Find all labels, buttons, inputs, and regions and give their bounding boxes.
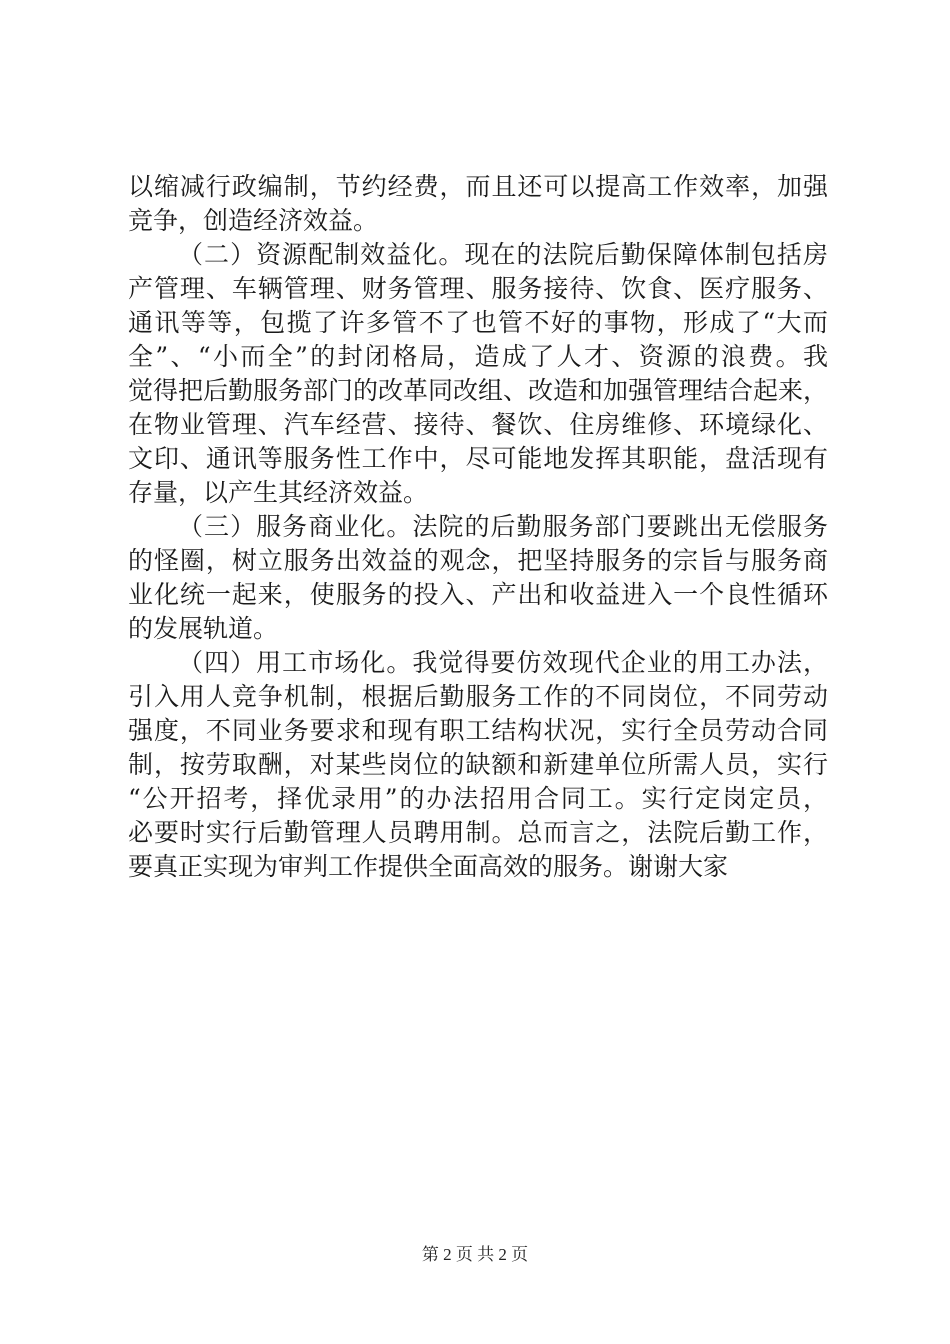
- text-line: 全”、“小而全”的封闭格局，造成了人才、资源的浪费。我: [128, 342, 828, 371]
- text-line: （四）用工市场化。我觉得要仿效现代企业的用工办法，: [178, 648, 828, 677]
- paragraph-4: [128, 646, 828, 884]
- text-line: 制，按劳取酬，对某些岗位的缺额和新建单位所需人员，实行: [128, 750, 828, 779]
- text-line: （三）服务商业化。法院的后勤服务部门要跳出无偿服务: [178, 512, 828, 541]
- text-line: 觉得把后勤服务部门的改革同改组、改造和加强管理结合起来，: [128, 376, 829, 405]
- text-line: 的怪圈，树立服务出效益的观念，把坚持服务的宗旨与服务商: [128, 546, 828, 575]
- text-line: 必要时实行后勤管理人员聘用制。总而言之，法院后勤工作，: [128, 818, 828, 847]
- text-line: 产管理、车辆管理、财务管理、服务接待、饮食、医疗服务、: [128, 274, 828, 303]
- text-line: 业化统一起来，使服务的投入、产出和收益进入一个良性循环: [128, 580, 828, 609]
- text-line: 通讯等等，包揽了许多管不了也管不好的事物，形成了“大而: [128, 308, 828, 337]
- text-line: 在物业管理、汽车经营、接待、餐饮、住房维修、环境绿化、: [128, 410, 828, 439]
- text-line: “公开招考，择优录用”的办法招用合同工。实行定岗定员，: [128, 784, 828, 813]
- text-line: 文印、通讯等服务性工作中，尽可能地发挥其职能，盘活现有: [128, 444, 828, 473]
- page-footer: [0, 1243, 950, 1267]
- paragraph-1: [128, 170, 828, 238]
- text-line: （二）资源配制效益化。现在的法院后勤保障体制包括房: [178, 240, 828, 269]
- page-number-label: 第 2 页 共 2 页: [421, 1245, 529, 1264]
- text-line: 以缩减行政编制，节约经费，而且还可以提高工作效率，加强: [128, 172, 828, 201]
- text-line: 要真正实现为审判工作提供全面高效的服务。谢谢大家: [128, 852, 729, 881]
- paragraph-3: [128, 510, 828, 646]
- text-line: 引入用人竞争机制，根据后勤服务工作的不同岗位，不同劳动: [128, 682, 828, 711]
- text-line: 强度，不同业务要求和现有职工结构状况，实行全员劳动合同: [128, 716, 828, 745]
- text-line: 存量，以产生其经济效益。: [128, 478, 429, 507]
- text-line: 的发展轨道。: [128, 614, 279, 643]
- text-line: 竞争，创造经济效益。: [128, 206, 379, 235]
- document-body: [128, 170, 828, 884]
- paragraph-2: [128, 238, 828, 510]
